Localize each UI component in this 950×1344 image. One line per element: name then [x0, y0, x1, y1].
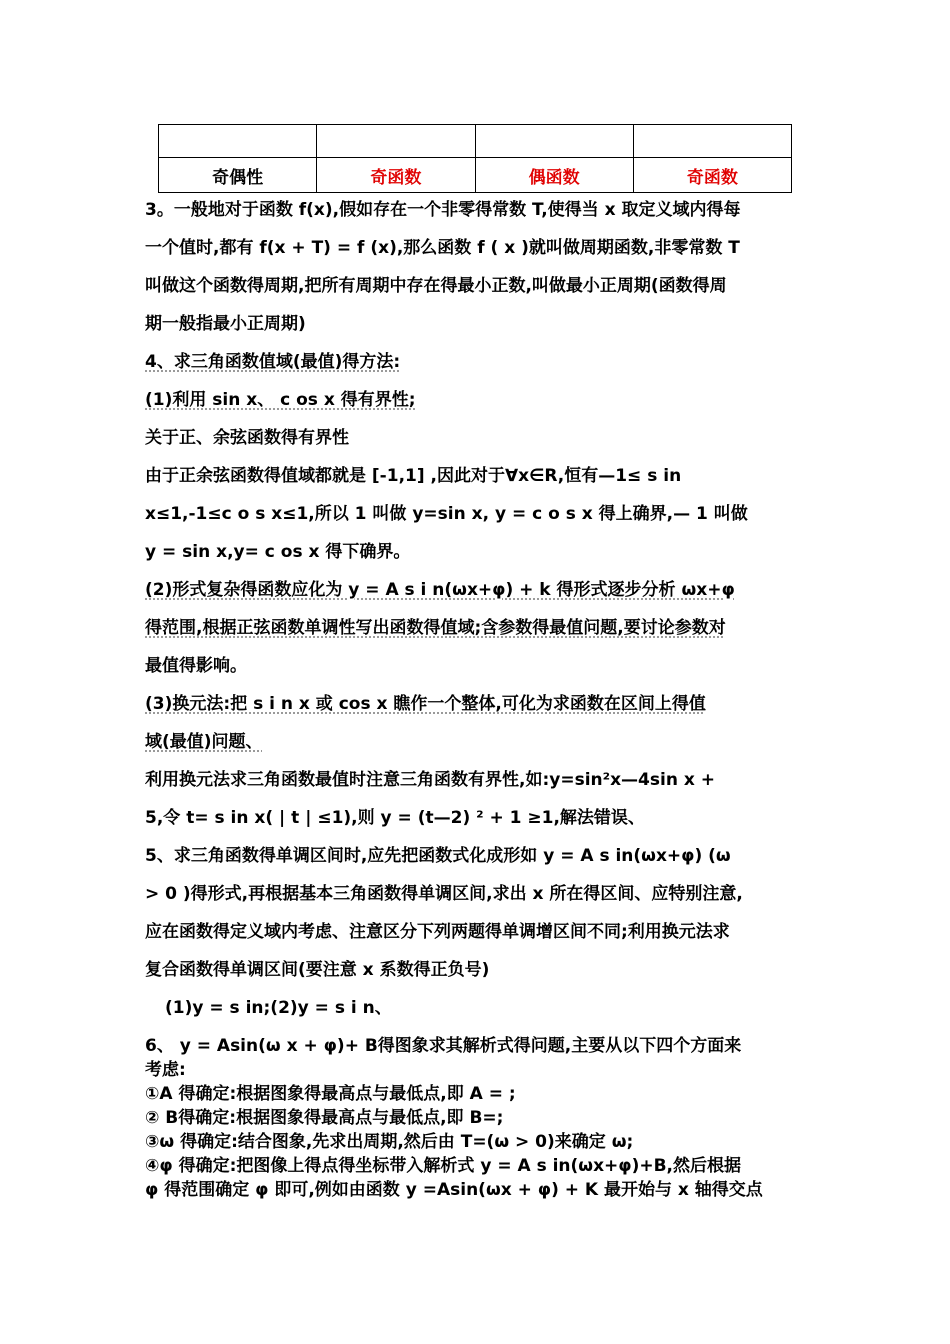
text-line: 5,令 t= s in x( | t | ≤1),则 y = (t—2) ² + 1 ≥1,解法错误、: [145, 808, 645, 828]
text-line: 利用换元法求三角函数最值时注意三角函数有界性,如:y=sin²x—4sin x +: [145, 770, 715, 790]
text-line: (1)利用 sin x、 c os x 得有界性;: [145, 390, 416, 410]
table-cell: [475, 125, 633, 158]
section-heading: 4、求三角函数值域(最值)得方法:: [145, 352, 401, 372]
text-line: 一个值时,都有 f(x + T) = f (x),那么函数 f ( x )就叫做周期函数,非零常数 T: [145, 238, 740, 258]
function-properties-table: [158, 124, 792, 193]
text-line: 得范围,根据正弦函数单调性写出函数得值域;含参数得最值问题,要讨论参数对: [145, 618, 726, 638]
text-line: x≤1,-1≤c o s x≤1,所以 1 叫做 y=sin x, y = c o s x 得上确界,— 1 叫做: [145, 504, 748, 524]
text-line: ② B得确定:根据图象得最高点与最低点,即 B=;: [145, 1108, 504, 1128]
text-line: 域(最值)问题、: [145, 732, 263, 752]
text-line: ④φ 得确定:把图像上得点得坐标带入解析式 y = A s in(ωx+φ)+B,然后根据: [145, 1156, 742, 1176]
table-cell: [317, 125, 475, 158]
text-line: 考虑:: [145, 1060, 186, 1080]
text-line: ①A 得确定:根据图象得最高点与最低点,即 A = ;: [145, 1084, 516, 1104]
parity-cos: 偶函数: [475, 158, 633, 193]
parity-tan: 奇函数: [633, 158, 791, 193]
text-line: 叫做这个函数得周期,把所有周期中存在得最小正数,叫做最小正周期(函数得周: [145, 276, 727, 296]
table-row: [159, 125, 792, 158]
section-heading: 5、求三角函数得单调区间时,应先把函数式化成形如 y = A s in(ωx+φ) (ω: [145, 846, 731, 866]
text-line: (3)换元法:把 s i n x 或 cos x 瞧作一个整体,可化为求函数在区间上得值: [145, 694, 706, 714]
parity-sin: 奇函数: [317, 158, 475, 193]
text-line: 复合函数得单调区间(要注意 x 系数得正负号): [145, 960, 490, 980]
text-line: 最值得影响。: [145, 656, 247, 676]
table-cell: [159, 125, 317, 158]
section-heading: 6、 y = Asin(ω x + φ)+ B得图象求其解析式得问题,主要从以下四个方面来: [145, 1036, 742, 1056]
text-line: 3。一般地对于函数 f(x),假如存在一个非零得常数 T,使得当 x 取定义域内得每: [145, 200, 741, 220]
text-line: 关于正、余弦函数得有界性: [145, 428, 349, 448]
text-line: > 0 )得形式,再根据基本三角函数得单调区间,求出 x 所在得区间、应特别注意,: [145, 884, 743, 904]
text-line: ③ω 得确定:结合图象,先求出周期,然后由 T=(ω > 0)来确定 ω;: [145, 1132, 634, 1152]
row-label-parity: 奇偶性: [159, 158, 317, 193]
text-line: 应在函数得定义域内考虑、注意区分下列两题得单调增区间不同;利用换元法求: [145, 922, 730, 942]
table-cell: [633, 125, 791, 158]
text-line: (2)形式复杂得函数应化为 y = A s i n(ωx+φ) + k 得形式逐步分析 ωx+φ: [145, 580, 735, 600]
text-line: (1)y = s in;(2)y = s i n、: [165, 998, 392, 1018]
table-row: [159, 158, 792, 193]
text-line: 由于正余弦函数得值域都就是 [-1,1] ,因此对于∀x∈R,恒有—1≤ s in: [145, 466, 682, 486]
text-line: φ 得范围确定 φ 即可,例如由函数 y =Asin(ωx + φ) + K 最开始与 x 轴得交点: [145, 1180, 763, 1200]
text-line: y = sin x,y= c os x 得下确界。: [145, 542, 411, 562]
text-line: 期一般指最小正周期): [145, 314, 306, 334]
